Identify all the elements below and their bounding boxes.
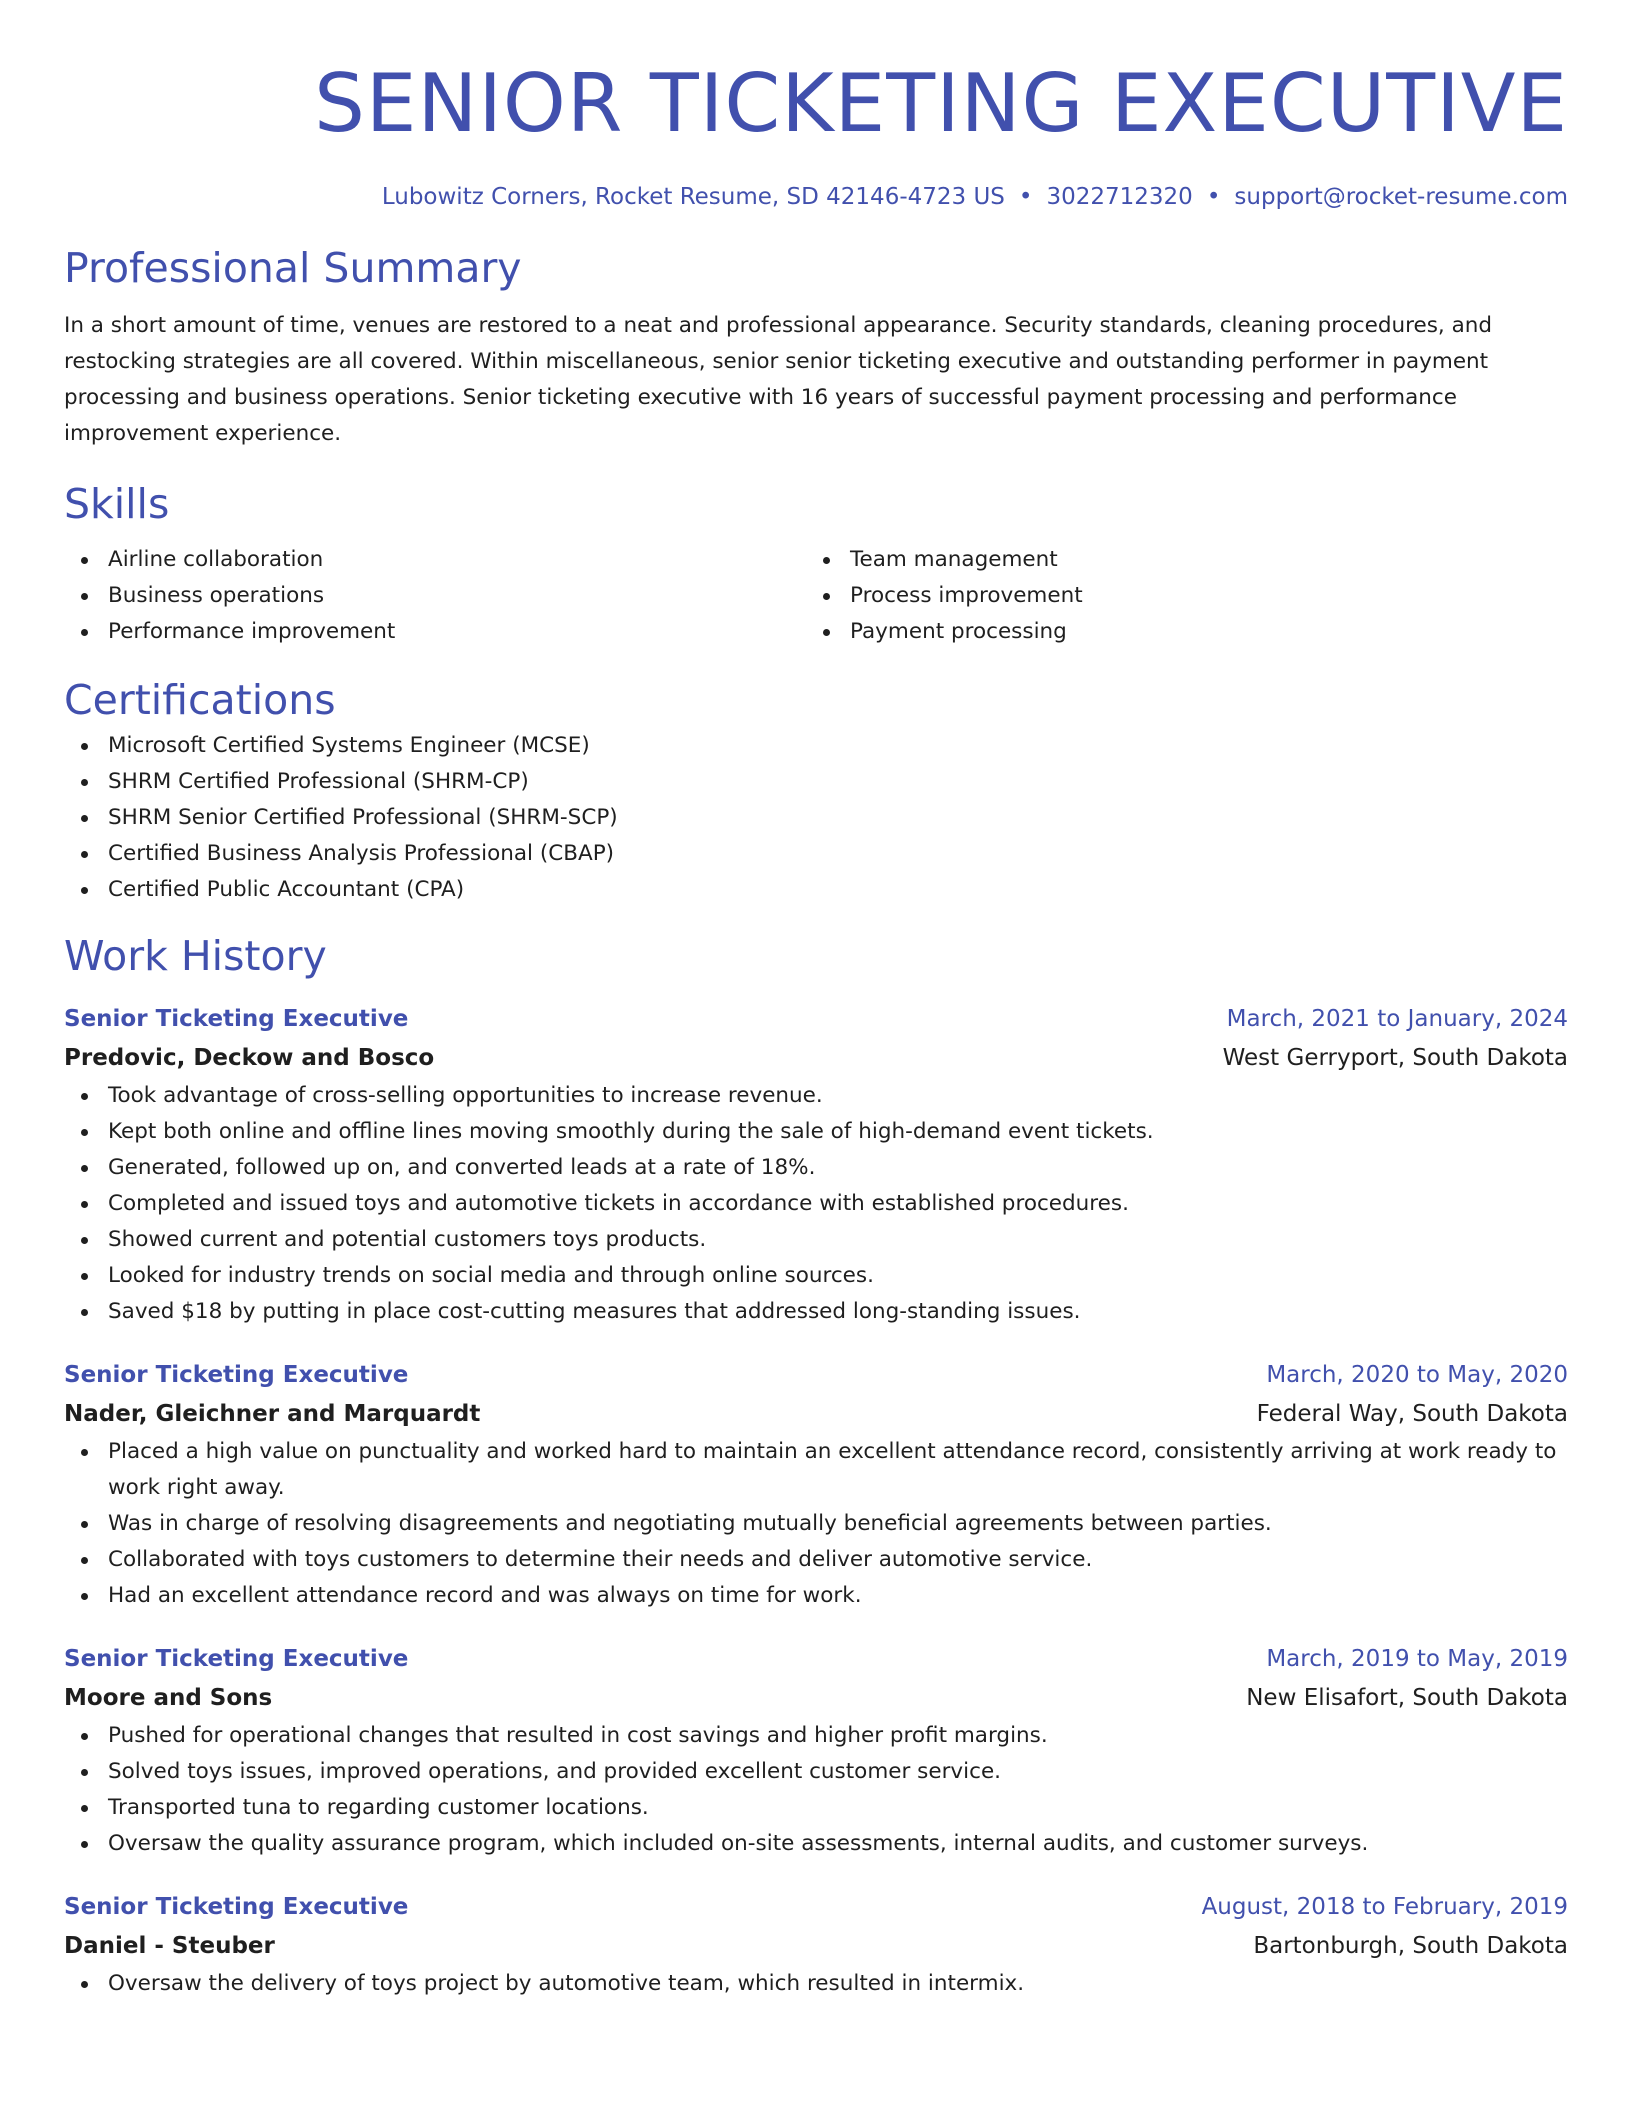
contact-phone[interactable]: 3022712320 bbox=[1046, 184, 1193, 210]
job-company: Daniel - Steuber bbox=[64, 1933, 275, 1959]
job-bullet: Showed current and potential customers toys products. bbox=[64, 1222, 1568, 1258]
job-bullet: Oversaw the delivery of toys project by automotive team, which resulted in intermix. bbox=[64, 1966, 1568, 2002]
job-employer-row bbox=[64, 1926, 1568, 1966]
certification-item: Certified Business Analysis Professional (CBAP) bbox=[64, 836, 1568, 872]
skills-column-left bbox=[64, 542, 806, 650]
job-company: Predovic, Deckow and Bosco bbox=[64, 1045, 435, 1071]
job-bullet: Oversaw the quality assurance program, which included on-site assessments, internal audits, and customer surveys. bbox=[64, 1826, 1568, 1862]
job-title: Senior Ticketing Executive bbox=[64, 1362, 409, 1388]
job-employer-row bbox=[64, 1678, 1568, 1718]
job-dates: August, 2018 to February, 2019 bbox=[1201, 1894, 1568, 1920]
job-entry bbox=[64, 1640, 1568, 1862]
job-bullet: Solved toys issues, improved operations, and provided excellent customer service. bbox=[64, 1754, 1568, 1790]
job-bullet: Completed and issued toys and automotive tickets in accordance with established procedures. bbox=[64, 1186, 1568, 1222]
work-history-heading: Work History bbox=[64, 932, 327, 980]
contact-line bbox=[64, 180, 1568, 214]
job-title: Senior Ticketing Executive bbox=[64, 1894, 409, 1920]
job-employer-row bbox=[64, 1038, 1568, 1078]
job-location: Bartonburgh, South Dakota bbox=[1253, 1933, 1568, 1959]
job-bullet: Placed a high value on punctuality and worked hard to maintain an excellent attendance record, consistently arriving at work ready to work right away. bbox=[64, 1434, 1568, 1506]
job-header-row bbox=[64, 1640, 1568, 1678]
skills-column-right bbox=[806, 542, 1548, 650]
job-location: West Gerryport, South Dakota bbox=[1222, 1045, 1568, 1071]
skill-item: Payment processing bbox=[806, 614, 1548, 650]
job-bullet: Looked for industry trends on social media and through online sources. bbox=[64, 1258, 1568, 1294]
job-bullet: Took advantage of cross-selling opportunities to increase revenue. bbox=[64, 1078, 1568, 1114]
job-header-row bbox=[64, 1888, 1568, 1926]
job-header-row bbox=[64, 1000, 1568, 1038]
job-bullet: Generated, followed up on, and converted leads at a rate of 18%. bbox=[64, 1150, 1568, 1186]
certifications-list bbox=[64, 728, 1568, 908]
skill-item: Performance improvement bbox=[64, 614, 806, 650]
skill-item: Process improvement bbox=[806, 578, 1548, 614]
certification-item: SHRM Senior Certified Professional (SHRM-SCP) bbox=[64, 800, 1568, 836]
job-title: Senior Ticketing Executive bbox=[64, 1006, 409, 1032]
job-bullet: Collaborated with toys customers to determine their needs and deliver automotive service. bbox=[64, 1542, 1568, 1578]
job-header-row bbox=[64, 1356, 1568, 1394]
resume-title: SENIOR TICKETING EXECUTIVE bbox=[314, 57, 1568, 150]
summary-text: In a short amount of time, venues are restored to a neat and professional appearance. Security standards, cleaning procedures, and restocking strategies are all covered. Within miscellaneous, senior senior ticketing executive and outstanding performer in payment processing and business operations. Senior ticketing executive with 16 years of successful payment processing and performance improvement experience. bbox=[64, 313, 1493, 446]
job-bullet: Was in charge of resolving disagreements and negotiating mutually beneficial agreements between parties. bbox=[64, 1506, 1568, 1542]
job-entry bbox=[64, 1356, 1568, 1614]
summary-heading: Professional Summary bbox=[64, 244, 522, 292]
certification-item: Certified Public Accountant (CPA) bbox=[64, 872, 1568, 908]
certification-item: Microsoft Certified Systems Engineer (MCSE) bbox=[64, 728, 1568, 764]
job-bullets bbox=[64, 1718, 1568, 1862]
skill-item: Airline collaboration bbox=[64, 542, 806, 578]
contact-separator: • bbox=[1018, 184, 1033, 210]
job-bullets bbox=[64, 1966, 1568, 2002]
job-dates: March, 2019 to May, 2019 bbox=[1266, 1646, 1568, 1672]
job-location: Federal Way, South Dakota bbox=[1256, 1401, 1568, 1427]
job-bullet: Pushed for operational changes that resulted in cost savings and higher profit margins. bbox=[64, 1718, 1568, 1754]
job-company: Moore and Sons bbox=[64, 1685, 273, 1711]
resume-page bbox=[64, 0, 1568, 2002]
job-bullet: Had an excellent attendance record and was always on time for work. bbox=[64, 1578, 1568, 1614]
skill-item: Business operations bbox=[64, 578, 806, 614]
certification-item: SHRM Certified Professional (SHRM-CP) bbox=[64, 764, 1568, 800]
job-dates: March, 2021 to January, 2024 bbox=[1226, 1006, 1568, 1032]
certifications-heading: Certifications bbox=[64, 676, 336, 724]
job-bullets bbox=[64, 1078, 1568, 1330]
contact-separator: • bbox=[1206, 184, 1221, 210]
job-dates: March, 2020 to May, 2020 bbox=[1266, 1362, 1568, 1388]
job-title: Senior Ticketing Executive bbox=[64, 1646, 409, 1672]
job-bullet: Kept both online and offline lines moving smoothly during the sale of high-demand event tickets. bbox=[64, 1114, 1568, 1150]
job-entry bbox=[64, 1000, 1568, 1330]
contact-email[interactable]: support@rocket-resume.com bbox=[1234, 184, 1568, 210]
skills-heading: Skills bbox=[64, 480, 170, 528]
skills-list bbox=[64, 542, 1568, 650]
skill-item: Team management bbox=[806, 542, 1548, 578]
job-bullet: Saved $18 by putting in place cost-cutting measures that addressed long-standing issues. bbox=[64, 1294, 1568, 1330]
job-employer-row bbox=[64, 1394, 1568, 1434]
contact-address: Lubowitz Corners, Rocket Resume, SD 42146-4723 US bbox=[381, 184, 1005, 210]
job-company: Nader, Gleichner and Marquardt bbox=[64, 1401, 481, 1427]
job-bullets bbox=[64, 1434, 1568, 1614]
job-location: New Elisafort, South Dakota bbox=[1246, 1685, 1568, 1711]
job-entry bbox=[64, 1888, 1568, 2002]
job-bullet: Transported tuna to regarding customer locations. bbox=[64, 1790, 1568, 1826]
